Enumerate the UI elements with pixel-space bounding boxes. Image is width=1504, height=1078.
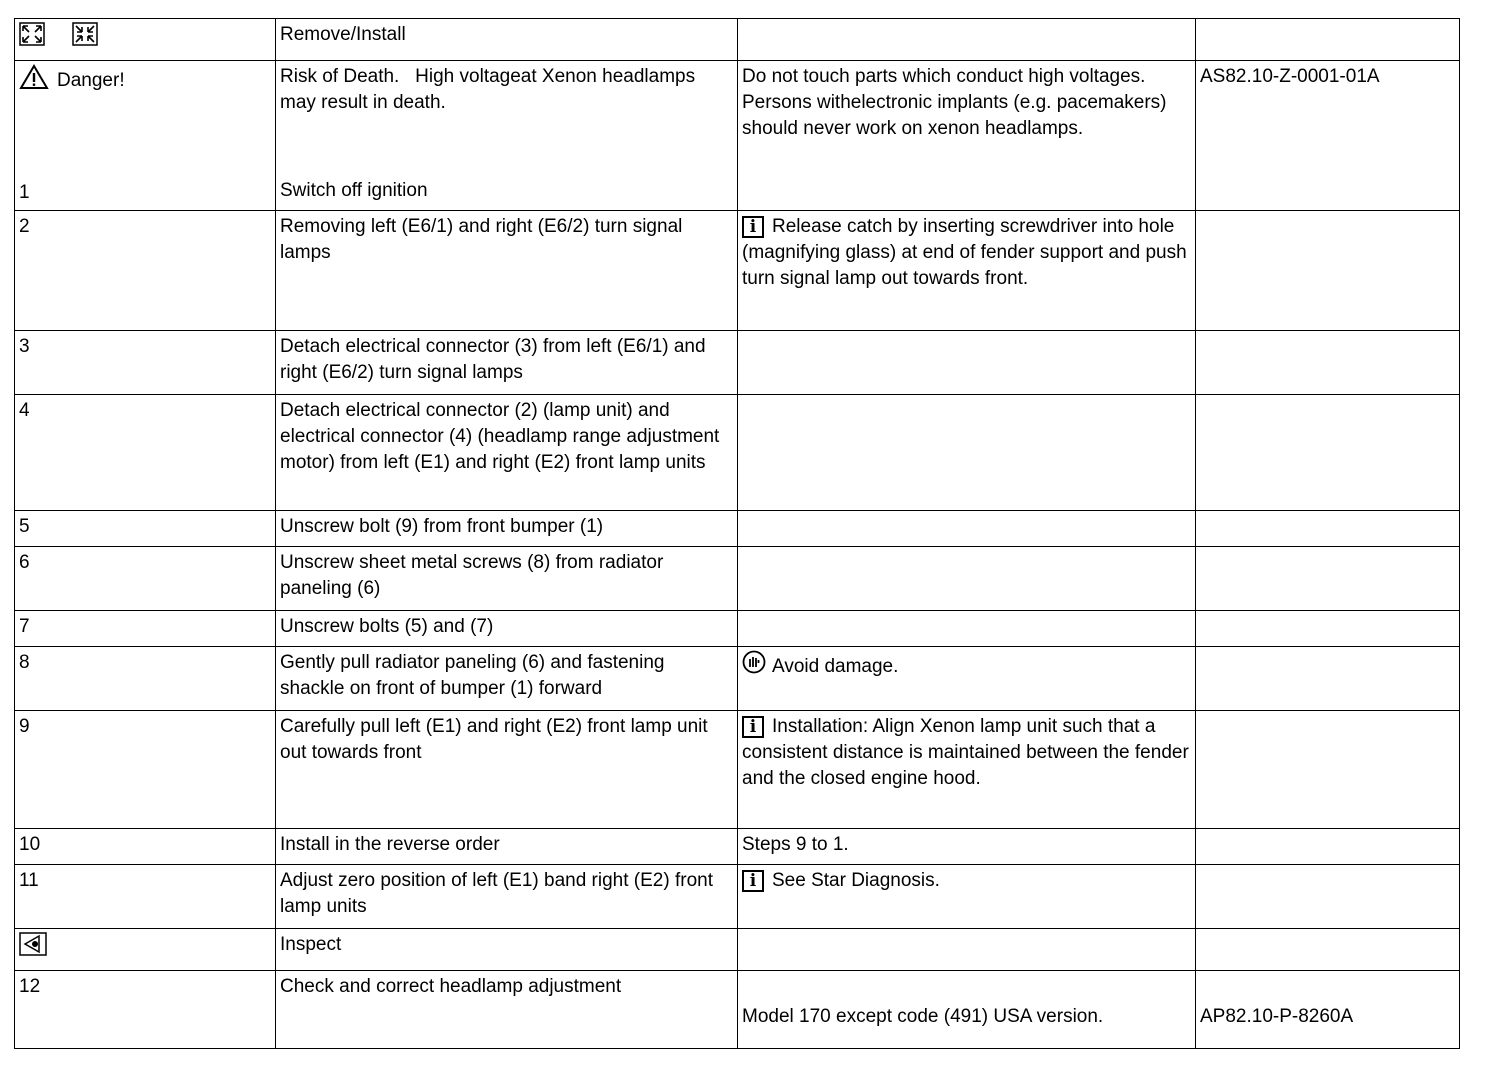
step-note: See Star Diagnosis. — [772, 870, 940, 891]
step-ref: AP82.10-P-8260A — [1200, 1006, 1354, 1027]
step-note: Release catch by inserting screwdriver into hole (magnifying glass) at end of fender support and push turn signal lamp out towards front. — [742, 216, 1187, 289]
step-number: 9 — [15, 711, 276, 829]
table-row — [15, 61, 1460, 211]
step-number: 6 — [15, 547, 276, 611]
step-text: Detach electrical connector (3) from left (E6/1) and right (E6/2) turn signal lamps — [276, 331, 738, 395]
step-number: 8 — [15, 647, 276, 711]
table-row — [15, 711, 1460, 829]
step-note: Steps 9 to 1. — [738, 829, 1196, 865]
step-note: Installation: Align Xenon lamp unit such that a consistent distance is maintained between the fender and the closed engine hood. — [742, 716, 1189, 789]
table-row — [15, 647, 1460, 711]
step-note: Model 170 except code (491) USA version. — [742, 1006, 1104, 1027]
table-row — [15, 331, 1460, 395]
step-text: Removing left (E6/1) and right (E6/2) turn signal lamps — [276, 211, 738, 331]
header-icons — [15, 19, 276, 61]
procedure-table — [14, 18, 1460, 1049]
caution-hand-icon — [742, 650, 766, 674]
step-number: 3 — [15, 331, 276, 395]
risk-title: Risk of Death. — [280, 66, 400, 87]
info-icon: i — [742, 870, 764, 892]
inspect-row — [15, 929, 1460, 971]
step-text: Detach electrical connector (2) (lamp unit) and electrical connector (4) (headlamp range adjustment motor) from left (E1) and right (E2) front lamp units — [276, 395, 738, 511]
step-number: 11 — [15, 865, 276, 929]
step-text: Carefully pull left (E1) and right (E2) front lamp unit out towards front — [276, 711, 738, 829]
table-row — [15, 395, 1460, 511]
header-title: Remove/Install — [276, 19, 738, 61]
inspect-label: Inspect — [276, 929, 738, 971]
header-row — [15, 19, 1460, 61]
step-number: 7 — [15, 611, 276, 647]
step-note: Avoid damage. — [772, 656, 899, 677]
inspect-eye-icon — [19, 932, 47, 964]
table-row — [15, 865, 1460, 929]
warning-triangle-icon — [19, 64, 49, 98]
info-icon: i — [742, 216, 764, 238]
step-number: 10 — [15, 829, 276, 865]
table-row — [15, 511, 1460, 547]
step-text: Unscrew sheet metal screws (8) from radiator paneling (6) — [276, 547, 738, 611]
table-row — [15, 547, 1460, 611]
table-row — [15, 211, 1460, 331]
step-number: 2 — [15, 211, 276, 331]
info-icon: i — [742, 716, 764, 738]
step-text: Switch off ignition — [280, 180, 428, 201]
step-number: 4 — [15, 395, 276, 511]
table-row — [15, 611, 1460, 647]
step-text: Adjust zero position of left (E1) band right (E2) front lamp units — [276, 865, 738, 929]
step-number: 1 — [19, 182, 30, 203]
step-text: Gently pull radiator paneling (6) and fastening shackle on front of bumper (1) forward — [276, 647, 738, 711]
danger-ref: AS82.10-Z-0001-01A — [1196, 61, 1460, 211]
risk-text: High voltageat Xenon headlamps may result in death. — [280, 66, 696, 113]
danger-label: Danger! — [57, 70, 125, 91]
step-text: Unscrew bolt (9) from front bumper (1) — [276, 511, 738, 547]
step-number: 5 — [15, 511, 276, 547]
step-text: Check and correct headlamp adjustment — [276, 971, 738, 1049]
step-text: Install in the reverse order — [276, 829, 738, 865]
table-row — [15, 971, 1460, 1049]
collapse-arrows-icon — [72, 22, 98, 54]
danger-note: Do not touch parts which conduct high voltages. Persons withelectronic implants (e.g. pacemakers) should never work on xenon headlamps. — [738, 61, 1196, 211]
expand-arrows-icon — [19, 22, 45, 54]
step-number: 12 — [15, 971, 276, 1049]
step-text: Unscrew bolts (5) and (7) — [276, 611, 738, 647]
table-row — [15, 829, 1460, 865]
